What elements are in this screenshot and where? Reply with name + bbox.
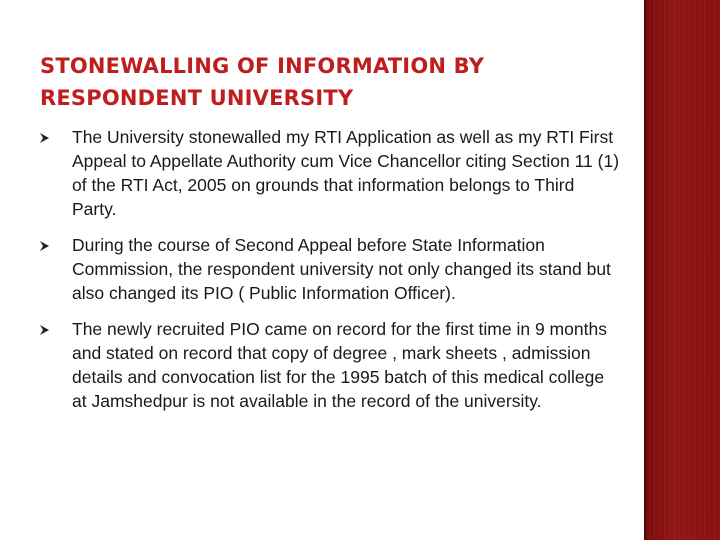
- sidebar-edge: [644, 0, 647, 540]
- slide-title: STONEWALLING OF INFORMATION BY RESPONDENT UNIVERSITY: [40, 54, 485, 110]
- bullet-text: The newly recruited PIO came on record for the first time in 9 months and stated on record that copy of degree , mark sheets , admission details and convocation list for the 1995 batch of this medical college at Jamshedpur is not available in the record of the university.: [72, 319, 607, 411]
- bullet-item: [40, 233, 620, 305]
- bullet-text: The University stonewalled my RTI Application as well as my RTI First Appeal to Appellate Authority cum Vice Chancellor citing Section 11 (1) of the RTI Act, 2005 on grounds that information belongs to Third Party.: [72, 127, 620, 219]
- bullet-item: [40, 125, 620, 221]
- decorative-sidebar: [644, 0, 720, 540]
- bullet-text: During the course of Second Appeal before State Information Commission, the respondent university not only changed its stand but also changed its PIO ( Public Information Officer).: [72, 235, 611, 303]
- arrowhead-bullet-icon: [40, 241, 49, 251]
- arrowhead-bullet-icon: [40, 133, 49, 143]
- bullet-list: [40, 125, 620, 425]
- arrowhead-bullet-icon: [40, 325, 49, 335]
- bullet-item: [40, 317, 620, 413]
